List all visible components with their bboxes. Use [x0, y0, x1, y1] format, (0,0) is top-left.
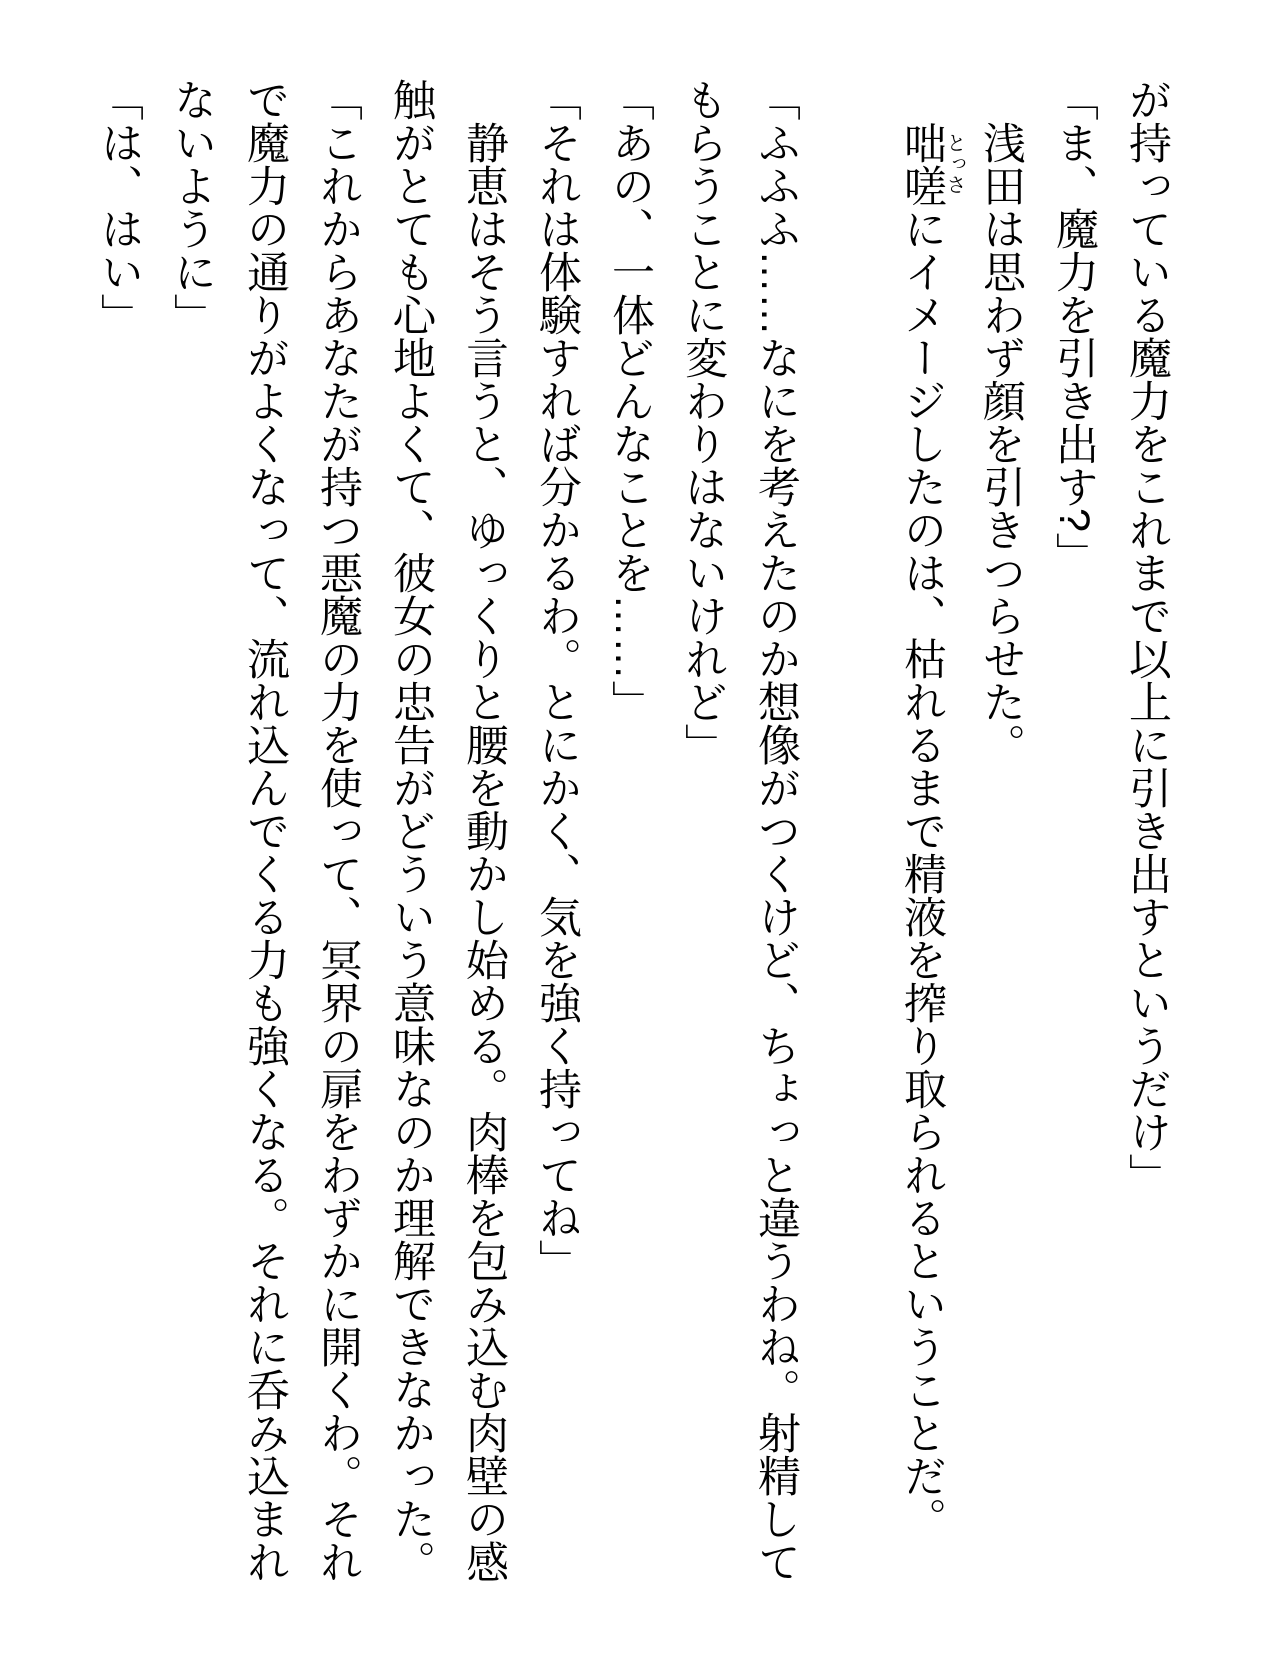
paragraph: が持っている魔力をこれまで以上に引き出すというだけ」: [1123, 78, 1171, 1196]
paragraph: 浅田は思わず顔を引きつらせた。: [977, 121, 1025, 766]
paragraph: 咄嗟とっさにイメージしたのは、枯れるまで精液を搾り取られるということだ。: [898, 121, 965, 1540]
ruby-base-text: 咄嗟とっさ: [898, 121, 965, 207]
paragraph: 「あの、一体どんなことを……」: [606, 78, 654, 723]
paragraph-break: [812, 78, 885, 1583]
paragraph: 「これからあなたが持つ悪魔の力を使って、冥界の扉をわずかに開くわ。それで魔力の通りがよくなって、流れ込んでくる力も強くなる。それに呑み込まれないように」: [168, 78, 362, 1583]
paragraph: 「それは体験すれば分かるわ。とにかく、気を強く持ってね」: [533, 78, 581, 1282]
paragraph: 静恵はそう言うと、ゆっくりと腰を動かし始める。肉棒を包み込む肉壁の感触がとても心地よくて、彼女の忠告がどういう意味なのか理解できなかった。: [387, 78, 508, 1583]
paragraph: 「は、はい」: [95, 78, 143, 336]
paragraph: 「ま、魔力を引き出す?」: [1050, 78, 1098, 575]
furigana: とっさ: [943, 121, 965, 207]
paragraph: 「ふふふ……なにを考えたのか想像がつくけど、ちょっと違うわね。射精してもらうことに変わりはないけれど」: [679, 78, 800, 1583]
